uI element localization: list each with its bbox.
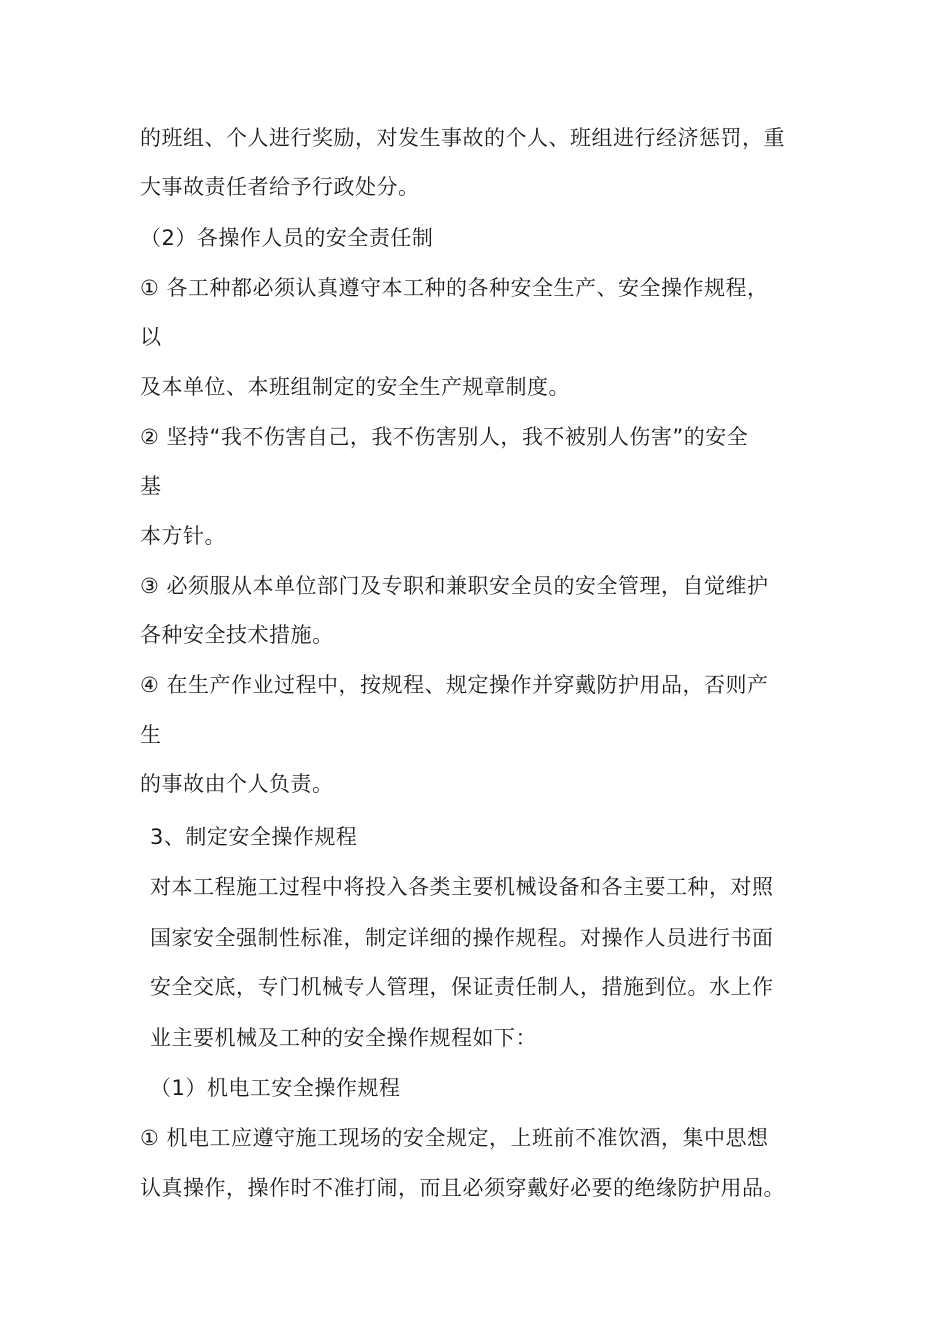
text-line: 各种安全技术措施。 bbox=[140, 623, 334, 647]
text-line: 及本单位、本班组制定的安全生产规章制度。 bbox=[140, 375, 570, 399]
paragraph-line: 对本工程施工过程中将投入各类主要机械设备和各主要工种，对照 bbox=[150, 875, 774, 899]
text-line: 的事故由个人负责。 bbox=[140, 772, 334, 796]
text-line: 以 bbox=[140, 325, 162, 349]
paragraph-line: 国家安全强制性标准，制定详细的操作规程。对操作人员进行书面 bbox=[150, 926, 774, 950]
list-item: ④ 在生产作业过程中，按规程、规定操作并穿戴防护用品，否则产 bbox=[140, 673, 769, 697]
text-line: 生 bbox=[140, 723, 162, 747]
text-line: 认真操作，操作时不准打闹，而且必须穿戴好必要的绝缘防护用品。 bbox=[140, 1176, 785, 1200]
text-line: 大事故责任者给予行政处分。 bbox=[140, 175, 420, 199]
section-heading: （1）机电工安全操作规程 bbox=[150, 1076, 401, 1100]
section-heading: （2）各操作人员的安全责任制 bbox=[140, 226, 434, 250]
paragraph-line: 业主要机械及工种的安全操作规程如下： bbox=[150, 1026, 537, 1050]
list-item: ① 各工种都必须认真遵守本工种的各种安全生产、安全操作规程， bbox=[140, 276, 769, 300]
text-line: 基 bbox=[140, 474, 162, 498]
text-line: 的班组、个人进行奖励，对发生事故的个人、班组进行经济惩罚，重 bbox=[140, 126, 785, 150]
list-item: ③ 必须服从本单位部门及专职和兼职安全员的安全管理，自觉维护 bbox=[140, 574, 769, 598]
text-line: 本方针。 bbox=[140, 524, 226, 548]
list-item: ② 坚持“我不伤害自己，我不伤害别人，我不被别人伤害”的安全 bbox=[140, 425, 749, 449]
section-heading: 3、制定安全操作规程 bbox=[150, 825, 358, 849]
paragraph-line: 安全交底，专门机械专人管理，保证责任制人，措施到位。水上作 bbox=[150, 975, 774, 999]
list-item: ① 机电工应遵守施工现场的安全规定，上班前不准饮酒，集中思想 bbox=[140, 1126, 769, 1150]
